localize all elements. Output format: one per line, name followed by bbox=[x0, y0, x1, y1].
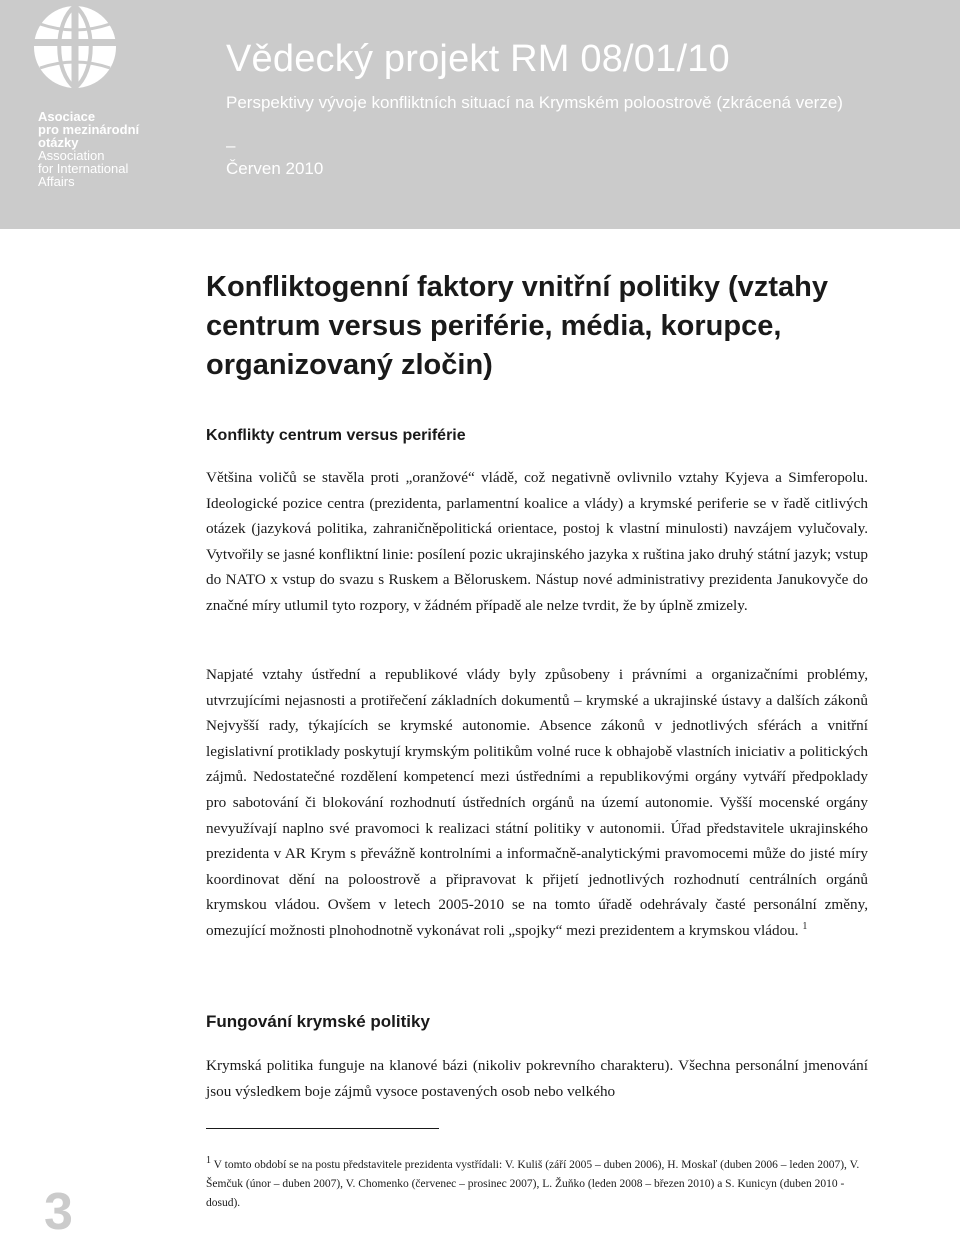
footnote-divider bbox=[206, 1128, 439, 1129]
globe-cross-icon bbox=[32, 4, 118, 90]
project-title: Vědecký projekt RM 08/01/10 bbox=[226, 38, 730, 80]
project-date: Červen 2010 bbox=[226, 159, 324, 178]
footnote bbox=[206, 1156, 868, 1213]
org-name-en-line: Affairs bbox=[38, 174, 75, 189]
section-heading: Konflikty centrum versus periférie bbox=[206, 427, 466, 444]
footnote-text: V tomto období se na postu představitele prezidenta vystřídali: V. Kuliš (září 2005 – duben 2006), H. Moskaľ (duben 2006 – leden 2007), V. Šemčuk (únor – duben 2007), V. Chomenko (červenec – prosinec 2007), L. Žuňko (leden 2008 – březen 2010) a S. Kunicyn (duben 2010 - dosud). bbox=[206, 1159, 860, 1209]
paragraph bbox=[206, 662, 868, 944]
page-number: 3 bbox=[44, 1183, 73, 1241]
org-name-cz-line: otázky bbox=[38, 135, 79, 150]
page-title: Konfliktogenní faktory vnitřní politiky (vztahy centrum versus periférie, média, korupce, organizovaný zločin) bbox=[206, 271, 828, 381]
header-band bbox=[0, 0, 960, 229]
section-heading: Fungování krymské politiky bbox=[206, 1012, 430, 1031]
header-dash: – bbox=[226, 136, 236, 155]
project-subtitle: Perspektivy vývoje konfliktních situací na Krymském poloostrově (zkrácená verze) bbox=[226, 93, 843, 112]
org-name-cz-line: Asociace bbox=[38, 109, 96, 124]
organization-name bbox=[38, 110, 198, 188]
footnote-number: 1 bbox=[206, 1155, 211, 1167]
paragraph: Krymská politika funguje na klanové bázi (nikoliv pokrevního charakteru). Všechna personální jmenování jsou výsledkem boje zájmů vysoce postavených osob nebo velkého bbox=[206, 1057, 868, 1100]
org-name-en-line: Association bbox=[38, 148, 105, 163]
paragraph: Většina voličů se stavěla proti „oranžové“ vládě, což negativně ovlivnilo vztahy Kyjeva a Simferopolu. Ideologické pozice centra (prezidenta, parlamentní koalice a vlády) a krymské periferie se v řadě citlivých otázek (jazyková politika, zahraničněpolitická orientace, postoj k vlastní minulosti) navzájem vylučovaly. Vytvořily se jasné konfliktní linie: posílení pozic ukrajinského jazyka x ruština jako druhý státní jazyk; vstup do NATO x vstup do svazu s Ruskem a Běloruskem. Nástup nové administrativy prezidenta Janukovyče do značné míry utlumil tyto rozpory, v žádném případě ale nelze tvrdit, že by úplně zmizely. bbox=[206, 469, 868, 614]
org-name-cz-line: pro mezinárodní bbox=[38, 122, 140, 137]
footnote-reference[interactable]: 1 bbox=[802, 920, 808, 932]
org-name-en-line: for International bbox=[38, 161, 129, 176]
paragraph-text: Napjaté vztahy ústřední a republikové vlády byly způsobeny i právními a organizačními problémy, utvrzujícími nejasnosti a protiřečení základních dokumentů – krymské a ukrajinské ústavy a dalších zákonů Nejvyšší rady, týkajících se krymské autonomie. Absence zákonů v jednotlivých sférách a vnitřní legislativní protiklady poskytují krymským politikům volné ruce k obhajobě vlastních iniciativ a politických zájmů. Nedostatečné rozdělení kompetencí mezi ústředními a republikovými orgány vytváří předpoklady pro sabotování či blokování rozhodnutí ústředních orgánů na území autonomie. Vyšší mocenské orgány nevyužívají naplno své pravomoci k realizaci státní politiky v autonomii. Úřad představitele ukrajinského prezidenta v AR Krym s převážně kontrolními a informačně-analytickými pravomocemi může do jisté míry koordinovat dění na poloostrově a připravovat k přijetí jednotlivých rozhodnutí centrálních orgánů krymskou vládou. Ovšem v letech 2005-2010 se na tomto úřadě odehrávaly časté personální změny, omezující možnosti plnohodnotně vykonávat roli „spojky“ mezi prezidentem a krymskou vládou. bbox=[206, 666, 868, 939]
